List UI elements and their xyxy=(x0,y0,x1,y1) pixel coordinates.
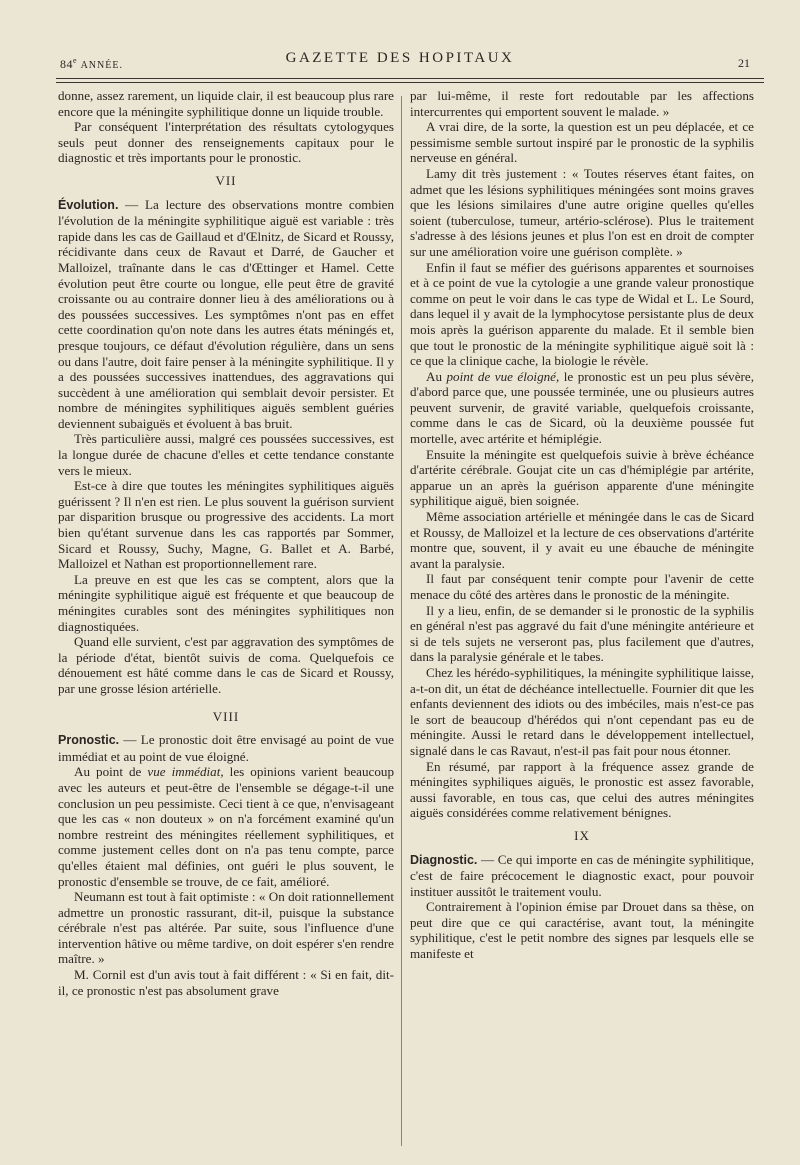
paragraph: Même association artérielle et méningée dans le cas de Sicard et Roussy, de Malloizel et la lecture de ces observations d'artérite montre que, souvent, il y avait eu une ébauche de méningite avant la paralysie. xyxy=(410,509,754,571)
paragraph-evolution: Évolution. — La lecture des observations montre combien l'évolution de la méningite syphilitique aiguë est variable : très rapide dans les cas de Gaillaud et d'Œlnitz, de Sicard et Roussy, récidivante dans ceux de Ravaut et Darré, de Gaucher et Malloizel, traînante dans le cas d'Œttinger et Hamel. Cette évolution peut être courte ou longue, elle peut être de gravité croissante ou au contraire donner lieu à des améliorations ou à des poussées successives. Les symptômes n'ont pas en effet cette coordination qu'on note dans les autres états méningés et, presque toujours, ce défaut d'évolution régulière, dans un sens ou dans l'autre, doit faire penser à la méningite syphilitique. Il y a des poussées successives inattendues, des aggravations qui succèdent à une amélioration qui semblait devoir persister. Et nombre de méningites syphilitiques aiguës semblent guéries deviennent subaiguës et évoluent à bas bruit. xyxy=(58,196,394,431)
paragraph: Au point de vue éloigné, le pronostic est un peu plus sévère, d'abord parce que, une poussée terminée, une ou plusieurs autres peuvent survenir, de gravité variable, quelquefois croissante, comme dans le cas de Sicard, où la deuxième poussée fut mortelle, avec artérite et hémiplégie. xyxy=(410,368,754,447)
page-number: 21 xyxy=(738,56,750,70)
paragraph: Très particulière aussi, malgré ces poussées successives, est la longue durée de chacune d'elles et cette tendance constante vers le mieux. xyxy=(58,431,394,478)
run-in-heading: Pronostic. xyxy=(58,733,120,748)
paragraph: Contrairement à l'opinion émise par Drouet dans sa thèse, on peut dire que ce qui caractérise, avant tout, la méningite syphilitique, c'est le petit nombre des signes par lesquels elle se manifeste et xyxy=(410,899,754,962)
paragraph: Par conséquent l'interprétation des résultats cytologyques seuls peut donner des renseignements capitaux pour le diagnostic et très importants pour le pronostic. xyxy=(58,119,394,166)
run-in-heading: Diagnostic. xyxy=(410,852,478,867)
section-heading-ix: IX xyxy=(574,827,590,843)
paragraph: Est-ce à dire que toutes les méningites syphilitiques aiguës guérissent ? Il n'en est rien. Le plus souvent la guérison survient par disparition brusque ou progressive des accidents. La mort bien qu'étant survenue dans les cas rapportés par Sommer, Sicard et Roussy, Suchy, Magne, G. Ballet et A. Barbé, Malloizel et Nathan est proportionnellement rare. xyxy=(58,478,394,572)
paragraph: En résumé, par rapport à la fréquence assez grande de méningites syphiliques aiguës, le pronostic est assez favorable, aussi favorable, en tous cas, que celui des autres méningites aiguës considérées comme relativement bénignes. xyxy=(410,758,754,821)
column-divider xyxy=(401,96,402,1146)
paragraph-pronostic: Pronostic. — Le pronostic doit être envisagé au point de vue immédiat et au point de vue éloigné. xyxy=(58,732,394,764)
paragraph: Chez les hérédo-syphilitiques, la méningite syphilitique laisse, a-t-on dit, un état de déchéance intellectuelle. Fournier dit que les enfants deviennent des idiots ou des imbéciles, mais n'est-ce pas le sort de beaucoup d'hérédos qui n'ont cependant pas eu de méningite. Aussi le retard dans le développement intellectuel, signalé dans le cas Ravaut, n'est-il pas fait pour nous étonner. xyxy=(410,664,754,758)
paragraph: La preuve en est que les cas se comptent, alors que la méningite syphilitique aiguë est fréquente et que beaucoup de méningites curables sont des méningites syphilitiques non diagnostiquées. xyxy=(58,571,394,634)
header-rule-thin xyxy=(56,82,764,83)
edition-label: 84e ANNÉE. xyxy=(60,56,123,71)
header-rule xyxy=(56,78,764,79)
paragraph: Il y a lieu, enfin, de se demander si le pronostic de la syphilis en général n'est pas aggravé du fait d'une méningite antérieure et si de tels sujets ne verseront pas, plus facilement que d'autres, dans la paralysie générale et le tabes. xyxy=(410,602,754,665)
paragraph: Neumann est tout à fait optimiste : « On doit rationnellement admettre un pronostic rassurant, dit-il, puisque la substance cérébrale n'est pas altérée. Par suite, sous l'influence d'une intervention hâtive ou même tardive, on doit espérer s'en rendre maître. » xyxy=(58,889,394,967)
paragraph: Enfin il faut se méfier des guérisons apparentes et sournoises et à ce point de vue la cytologie a une grande valeur pronostique comme on peut le voir dans le cas type de Widal et L. Le Sourd, dans lequel il y avait de la lymphocytose persistante plus de deux mois après la guérison apparente du malade. Et il semble bien que tout le pronostic de la méningite syphilitique aiguë soit là : ce que la clinique cache, la biologie le révèle. xyxy=(410,259,754,369)
paragraph: Lamy dit très justement : « Toutes réserves étant faites, on admet que les lésions syphilitiques méningées sont moins graves que les lésions similaires d'une autre origine quelles qu'elles soient (tuberculose, tumeur, artério-sclérose). Plus le traitement s'adresse à des lésions jeunes et plus l'on est en droit de compter sur une amélioration voire une guérison complète. » xyxy=(410,165,754,259)
paragraph: Au point de vue immédiat, les opinions varient beaucoup avec les auteurs et peut-être de l'ensemble se dégage-t-il une conclusion un peu pessimiste. Ceci tient à ce que, n'envisageant que les cas « non douteux » on n'a forcément examiné qu'un nombre restreint des méningites réellement syphilitiques, et comme justement celles dont on n'a pas tenu compte, parce qu'elles étaient mal définies, ont guéri le plus souvent, le pronostic d'ensemble se trouve, de ce fait, amélioré. xyxy=(58,764,394,889)
section-heading-vii: VII xyxy=(215,172,237,188)
journal-title: GAZETTE DES HOPITAUX xyxy=(285,50,515,66)
paragraph-diagnostic: Diagnostic. — Ce qui importe en cas de méningite syphilitique, c'est de faire précocement le diagnostic exact, pour pouvoir instituer aussitôt le traitement voulu. xyxy=(410,851,754,899)
paragraph: M. Cornil est d'un avis tout à fait différent : « Si en fait, dit-il, ce pronostic n'est pas absolument grave xyxy=(58,967,394,998)
running-header xyxy=(0,50,800,72)
section-heading-viii: VIII xyxy=(212,708,240,724)
paragraph: Ensuite la méningite est quelquefois suivie à brève échéance d'artérite cérébrale. Goujat cite un cas d'hémiplégie par artérite, apparue un an après la guérison apparente d'une méningite syphilitique aiguë, bien soignée. xyxy=(410,446,754,509)
paragraph: par lui-même, il reste fort redoutable par les affections intercurrentes qui emportent souvent le malade. » xyxy=(410,88,754,119)
right-column xyxy=(410,88,754,962)
paragraph: Il faut par conséquent tenir compte pour l'avenir de cette menace du côté des artères dans le pronostic de la méningite. xyxy=(410,571,754,602)
paragraph: Quand elle survient, c'est par aggravation des symptômes de la période d'état, bientôt suivis de coma. Quelquefois ce dénouement est hâté comme dans le cas de Sicard et Roussy, par une grosse lésion artérielle. xyxy=(58,634,394,696)
paragraph: donne, assez rarement, un liquide clair, il est beaucoup plus rare encore que la méningite syphilitique donne un liquide trouble. xyxy=(58,88,394,119)
paragraph: A vrai dire, de la sorte, la question est un peu déplacée, et ce pessimisme semble surtout inspiré par le pronostic de la syphilis nerveuse en général. xyxy=(410,119,754,166)
left-column xyxy=(58,88,394,998)
run-in-heading: Évolution. xyxy=(58,197,119,212)
